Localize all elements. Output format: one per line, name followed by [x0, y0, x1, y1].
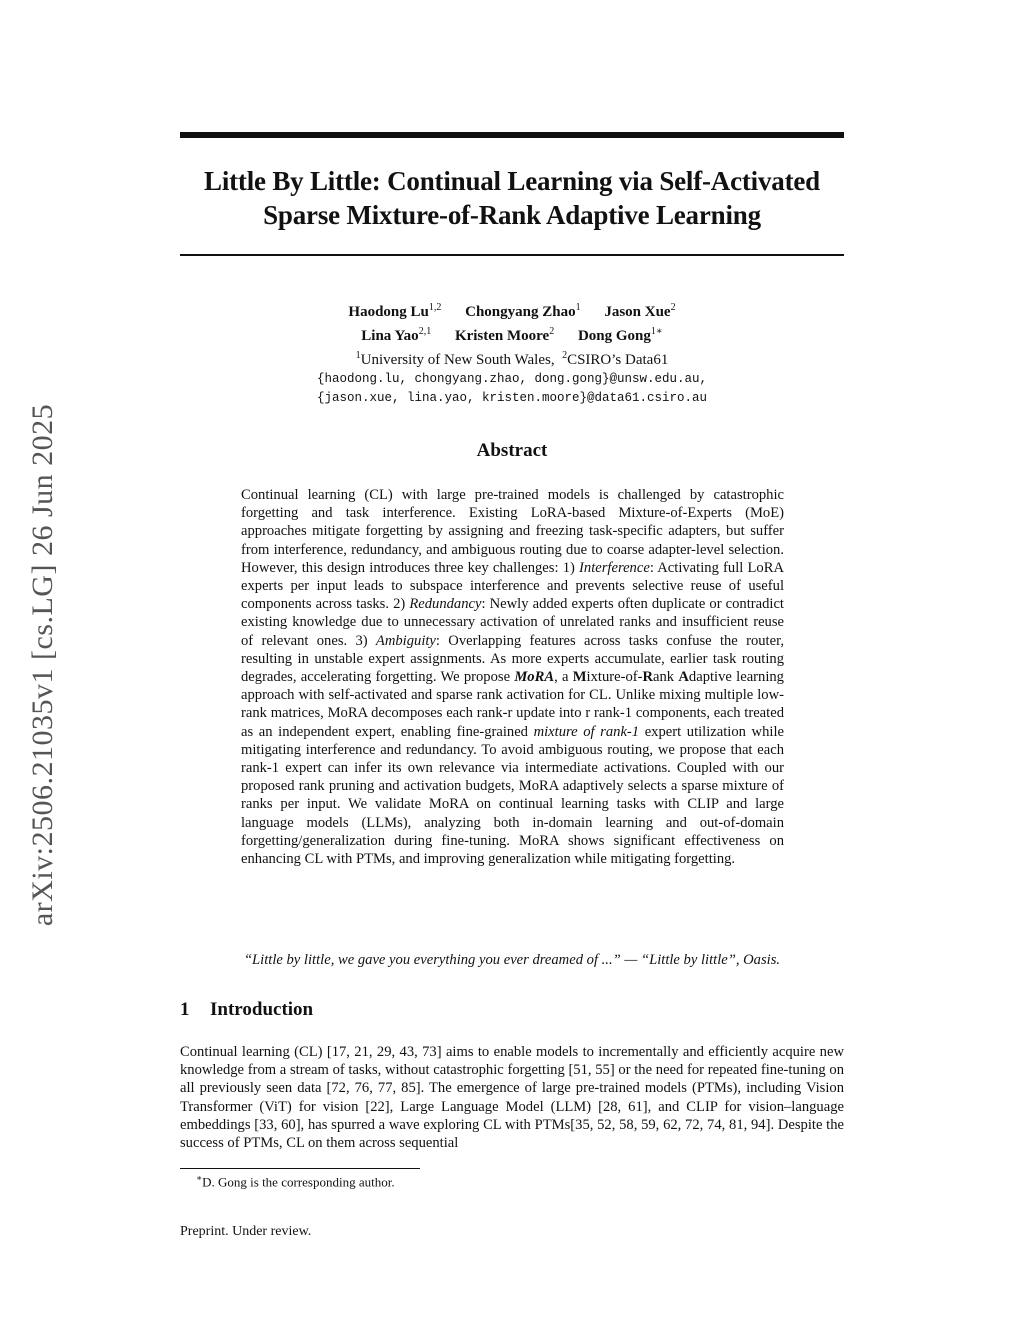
- mixture-term: mixture of rank-1: [533, 723, 640, 740]
- intro-paragraph: Continual learning (CL) [17, 21, 29, 43, 73] aims to enable models to incrementally and efficiently acquire new knowledge from a stream of tasks, without catastrophic forgetting [51, 55] or the need for repeated fine-tuning on all previously seen data [72, 76, 77, 85]. The emergence of large pre-trained models (PTMs), including Vision Transformer (ViT) for vision [22], Large Language Model (LLM) [28, 61], and CLIP for vision–language embeddings [33, 60], has spurred a wave exploring CL with PTMs[35, 52, 58, 59, 62, 72, 74, 81, 94]. Despite the success of PTMs, CL on them across sequential: [180, 1044, 844, 1152]
- author-name: Lina Yao$^{2,1}$: [361, 326, 432, 344]
- email-line-1: {haodong.lu, chongyang.zhao, dong.gong}@unsw.edu.au,: [316, 372, 708, 386]
- footnote: ∗D. Gong is the corresponding author.: [196, 1173, 395, 1190]
- affiliations: $^1$University of New South Wales, $^2$CSIRO’s Data61: [355, 350, 669, 368]
- abstract-body: Continual learning (CL) with large pre-trained models is challenged by catastrophic forgetting and task interference. Existing LoRA-based Mixture-of-Experts (MoE) approaches mitigate forgetting by assigning and freezing task-specific adapters, but suffer from interference, redundancy, and ambiguous routing due to coarse adapter-level selection. However, this design introduces three key challenges: 1) Interference: Activating full LoRA experts per input leads to subspace interference and prevents selective reuse of useful components across tasks. 2) Redundancy: Newly added experts often duplicate or contradict existing knowledge due to unnecessary activation of unrelated ranks and insufficient reuse of relevant ones. 3) Ambiguity: Overlapping features across tasks confuse the router, resulting in unstable expert assignments. As more experts accumulate, earlier task routing degrades, accelerating forgetting. We propose MoRA, a Mixture-of-Rank Adaptive learning approach with self-activated and sparse rank activation for CL. Unlike mixing multiple low-rank matrices, MoRA decomposes each rank-r update into r rank-1 components, each treated as an independent expert, enabling fine-grained mixture of rank-1 expert utilization while mitigating interference and redundancy. To avoid ambiguous routing, we propose that each rank-1 expert can infer its own relevance via intermediate activations. Coupled with our proposed rank pruning and activation budgets, MoRA adaptively selects a sparse mixture of ranks per input. We validate MoRA on continual learning tasks with CLIP and large language models (LLMs), analyzing both in-domain learning and out-of-domain forgetting/generalization during fine-tuning. MoRA shows significant effectiveness on enhancing CL with PTMs, and improving generalization while mitigating forgetting.: [241, 487, 784, 868]
- title-bottom-rule: [180, 254, 844, 256]
- author-name: Kristen Moore$^2$: [454, 326, 555, 344]
- title-line-1: Little By Little: Continual Learning via Self-Activated: [204, 166, 820, 196]
- author-block: [180, 298, 844, 408]
- author-name: Haodong Lu$^{1,2}$: [348, 302, 442, 320]
- author-name: Dong Gong$^{1∗}$: [577, 326, 663, 344]
- epigraph-quote: “Little by little, we gave you everything you ever dreamed of ...” — “Little by little”, Oasis.: [243, 952, 781, 968]
- arxiv-sidebar: [0, 0, 80, 1325]
- author-name: Chongyang Zhao$^1$: [465, 302, 581, 320]
- interference-term: Interference: [579, 559, 650, 576]
- section-heading: [180, 999, 313, 1021]
- abstract-heading: Abstract: [476, 440, 548, 461]
- author-name: Jason Xue$^2$: [604, 302, 676, 320]
- paper-title: [160, 164, 864, 232]
- title-top-rule: [180, 132, 844, 138]
- preprint-notice: Preprint. Under review.: [180, 1224, 312, 1239]
- email-line-2: {jason.xue, lina.yao, kristen.moore}@data61.csiro.au: [316, 391, 708, 405]
- footnote-rule: [180, 1168, 420, 1169]
- redundancy-term: Redundancy: [409, 596, 482, 613]
- author-row-2: [180, 322, 844, 346]
- ambiguity-term: Ambiguity: [375, 632, 436, 649]
- section-number: 1: [180, 999, 190, 1020]
- author-row-1: [180, 298, 844, 322]
- title-line-2: Sparse Mixture-of-Rank Adaptive Learning: [263, 200, 761, 230]
- mora-term: MoRA: [514, 669, 555, 686]
- arxiv-identifier: arXiv:2506.21035v1 [cs.LG] 26 Jun 2025: [26, 403, 59, 927]
- section-title: Introduction: [210, 999, 314, 1020]
